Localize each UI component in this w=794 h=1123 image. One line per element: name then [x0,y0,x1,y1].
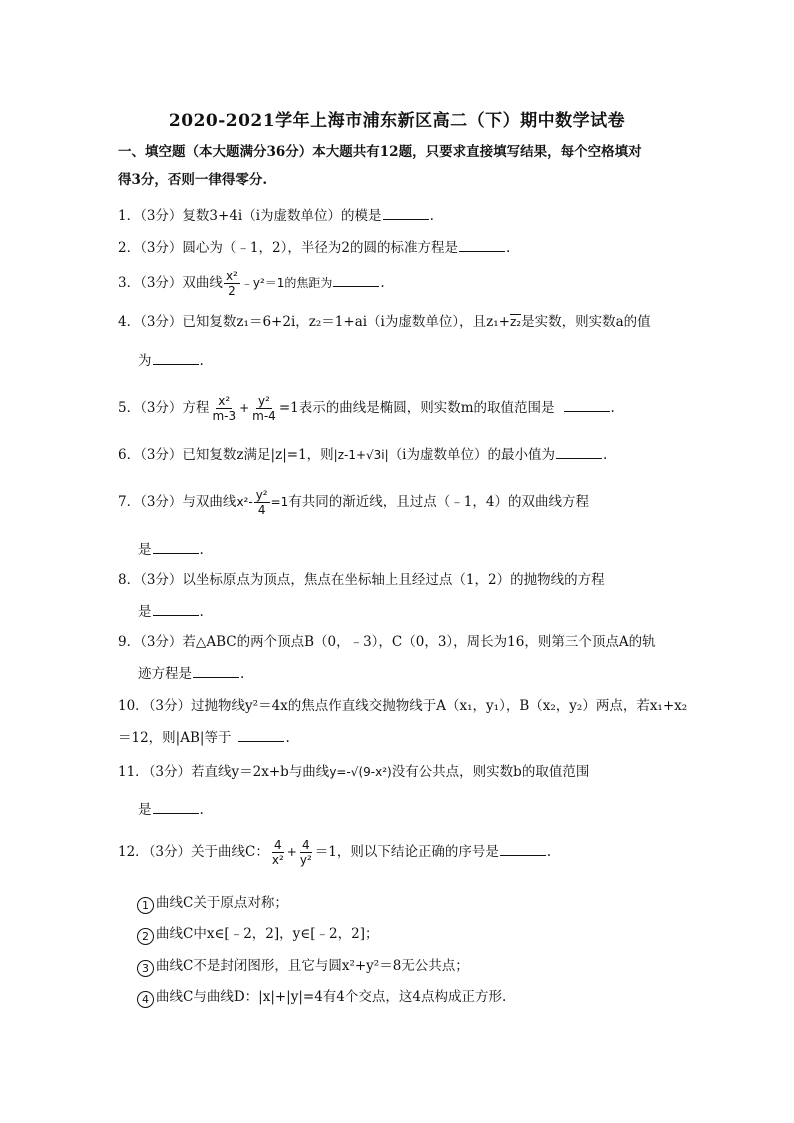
option-text: 曲线C中x∈[﹣2，2]，y∈[﹣2，2]； [156,926,379,942]
question-4-cont [138,351,204,371]
q2-text: （3分）圆心为（﹣1，2），半径为2的圆的标准方程是 [140,240,458,256]
answer-blank[interactable] [500,842,546,856]
answer-blank[interactable] [153,351,199,365]
fraction-numerator: 4 [274,838,282,852]
question-7-cont [138,540,204,560]
q9-number: 9． [118,634,141,650]
q9-cont-text: 迹方程是 [138,666,192,682]
answer-blank[interactable] [564,398,610,412]
q7-number: 7． [118,494,141,510]
question-3 [118,266,385,300]
answer-blank[interactable] [333,273,379,287]
answer-blank[interactable] [193,664,239,678]
plus-sign: + [239,401,250,415]
answer-blank[interactable] [153,540,199,554]
q6-number: 6． [118,447,141,463]
fraction [250,394,278,423]
fraction [224,269,240,298]
q1-number: 1． [118,208,141,224]
q8-cont-text: 是 [138,604,152,620]
fraction-numerator: 4 [301,838,310,852]
fraction [270,838,286,867]
section-header [118,138,678,194]
option-text: 曲线C不是封闭图形，且它与圆x²+y²＝8无公共点； [156,958,469,974]
option-3 [137,956,469,977]
question-10 [118,696,687,716]
q5-number: 5． [118,400,141,416]
q3-text-a: （3分）双曲线 [140,275,223,291]
fraction [210,394,238,423]
fraction-denominator: 4 [257,503,266,517]
q4-end: . [199,353,204,369]
q1-end: . [429,208,434,224]
q11-number: 11． [118,764,149,780]
q12-number: 12． [118,844,149,860]
fraction-denominator: y² [299,853,312,867]
q7-x-squared: x²- [236,495,253,509]
question-2 [118,238,510,258]
option-text: 曲线C关于原点对称； [156,895,288,911]
fraction-numerator: x² [225,269,238,283]
option-2 [137,924,378,945]
q10-end: . [285,730,290,746]
q3-text-b: ﹣y²＝1的焦距为 [240,276,333,290]
question-11 [118,762,589,782]
plus-sign: + [286,845,297,859]
q7-text-a: （3分）与双曲线 [140,494,237,510]
q4-text-a: （3分）已知复数z₁＝6+2i，z₂＝1+ai（i为虚数单位），且z₁+ [140,314,510,330]
answer-blank[interactable] [153,800,199,814]
q7-text-b: 有共同的渐近线，且过点（﹣1，4）的双曲线方程 [288,494,589,510]
question-4 [118,312,651,332]
q4-number: 4． [118,314,141,330]
q4-text-b: 是实数，则实数a的值 [521,314,651,330]
q4-cont-text: 为 [138,353,152,369]
conjugate-z2: z₂ [509,315,522,329]
question-10-cont [118,728,290,748]
q9-text: （3分）若△ABC的两个顶点B（0，﹣3），C（0，3），周长为16，则第三个顶点A的轨 [140,634,656,650]
q5-end: . [610,400,615,416]
fraction-denominator: x² [271,853,284,867]
q10-cont-text: ＝12，则|AB|等于 [118,730,232,746]
fraction-numerator: y² [255,488,268,502]
answer-blank[interactable] [556,445,602,459]
fraction-numerator: y² [258,394,270,408]
question-8 [118,570,605,590]
q12-text-b: ＝1，则以下结论正确的序号是 [314,844,499,860]
q3-end: . [380,275,385,291]
q8-end: . [199,604,204,620]
fraction-numerator: x² [218,394,231,408]
q6-text-b: （i为虚数单位）的最小值为 [388,447,556,463]
q11-text-a: （3分）若直线y＝2x+b与曲线 [148,764,330,780]
circled-number-icon: 1 [137,897,154,914]
option-text: 曲线C与曲线D：|x|+|y|=4有4个交点，这4点构成正方形. [156,989,507,1005]
q7-cont-text: 是 [138,542,152,558]
question-9-cont [138,664,244,684]
q5-text-a: （3分）方程 [140,400,210,416]
question-8-cont [138,602,204,622]
section-line-2: 得3分，否则一律得零分. [118,172,268,188]
fraction-denominator: m-4 [252,409,276,423]
question-11-cont [138,800,204,820]
q12-end: . [546,844,552,860]
q1-text: （3分）复数3+4i（i为虚数单位）的模是 [140,208,382,224]
q10-number: 10． [118,698,149,714]
q12-text-a: （3分）关于曲线C： [148,844,269,860]
q3-number: 3． [118,275,141,291]
q11-end: . [199,802,204,818]
section-line-1: 一、填空题（本大题满分36分）本大题共有12题，只要求直接填写结果，每个空格填对 [118,144,642,160]
q6-text-a: （3分）已知复数z满足|z|=1，则 [140,447,334,463]
q8-text: （3分）以坐标原点为顶点，焦点在坐标轴上且经过点（1，2）的抛物线的方程 [140,572,605,588]
q2-number: 2． [118,240,141,256]
question-7 [118,484,589,520]
q9-end: . [240,666,245,682]
option-4 [137,987,506,1008]
answer-blank[interactable] [383,206,429,220]
answer-blank[interactable] [459,238,505,252]
option-1 [137,893,288,914]
q6-end: . [603,447,608,463]
circled-number-icon: 3 [137,960,154,977]
page-title: 2020-2021学年上海市浦东新区高二（下）期中数学试卷 [168,111,626,131]
equals-one: =1 [270,495,289,509]
modulus-expression: |z-1+√3i| [333,448,389,462]
fraction-denominator: 2 [228,284,236,298]
curve-expression: y=-√(9-x²) [329,765,392,779]
q5-text-b: =1表示的曲线是椭圆，则实数m的取值范围是 [278,400,555,416]
question-12 [118,834,551,870]
answer-blank[interactable] [153,602,199,616]
question-6 [118,445,607,465]
q10-text: （3分）过抛物线y²＝4x的焦点作直线交抛物线于A（x₁，y₁），B（x₂，y₂）两点，若x₁+x₂ [148,698,688,714]
fraction-denominator: m-3 [212,409,237,423]
q2-end: . [505,240,511,256]
q11-cont-text: 是 [138,802,152,818]
fraction [298,838,314,867]
fraction [254,488,270,517]
q8-number: 8． [118,572,141,588]
circled-number-icon: 4 [137,991,154,1008]
q7-end: . [199,542,204,558]
question-5 [118,390,615,426]
question-9 [118,632,656,652]
q11-text-b: 没有公共点，则实数b的取值范围 [391,764,590,780]
answer-blank[interactable] [238,728,284,742]
circled-number-icon: 2 [137,928,154,945]
question-1 [118,206,434,226]
